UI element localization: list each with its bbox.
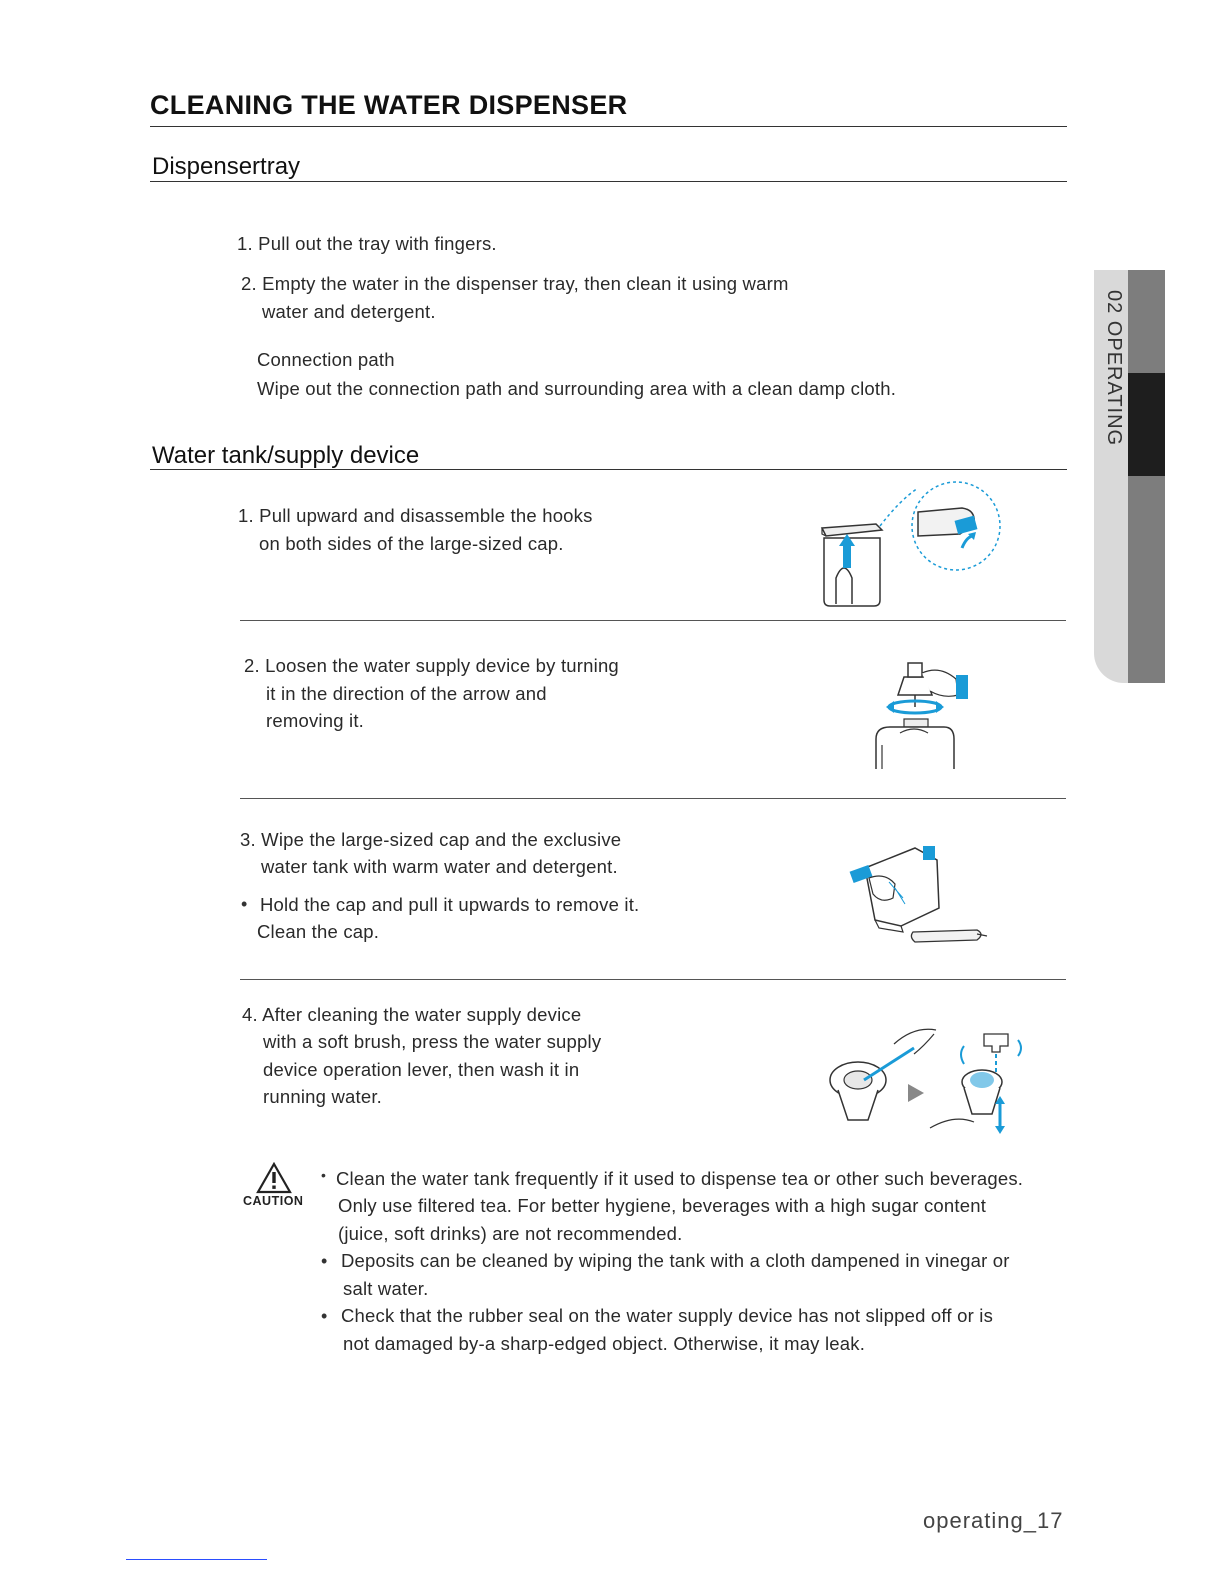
- section-heading-water-tank: Water tank/supply device: [152, 442, 420, 469]
- supply-device-removal-illustration: [860, 655, 980, 773]
- section-rule: [150, 469, 1067, 470]
- title-rule: [150, 126, 1067, 127]
- bullet-marker: •: [321, 1167, 326, 1183]
- section-rule: [150, 181, 1067, 182]
- caution-bullet-2-cont: salt water.: [343, 1278, 429, 1299]
- tank-step-3: 3. Wipe the large-sized cap and the exclusive: [240, 829, 622, 850]
- tank-step-2-cont2: removing it.: [266, 710, 365, 731]
- tray-step-2: 2. Empty the water in the dispenser tray, then clean it using warm: [241, 273, 789, 294]
- bullet-marker: •: [321, 1251, 328, 1271]
- tank-step-4: 4. After cleaning the water supply device: [242, 1004, 582, 1025]
- caution-bullet-3-cont: not damaged by-a sharp-edged object. Otherwise, it may leak.: [343, 1333, 866, 1354]
- caution-bullet-2: Deposits can be cleaned by wiping the tank with a cloth dampened in vinegar or: [341, 1250, 1010, 1271]
- tank-step-2: 2. Loosen the water supply device by turning: [244, 655, 619, 676]
- section-heading-dispenser-tray: Dispensertray: [152, 153, 301, 180]
- side-tab-segment: [1128, 270, 1165, 373]
- tank-step-3-bullet-cont: Clean the cap.: [257, 921, 380, 942]
- caution-label: CAUTION: [243, 1194, 304, 1208]
- tank-step-4-cont3: running water.: [263, 1086, 383, 1107]
- bottom-link-underline: [126, 1559, 267, 1560]
- connection-path-title: Connection path: [257, 349, 395, 370]
- tank-step-3-cont: water tank with warm water and detergent.: [261, 856, 618, 877]
- connection-path-text: Wipe out the connection path and surrounding area with a clean damp cloth.: [257, 378, 897, 399]
- caution-bullet-3: Check that the rubber seal on the water supply device has not slipped off or is: [341, 1305, 994, 1326]
- tank-step-1: 1. Pull upward and disassemble the hooks: [238, 505, 593, 526]
- tank-wiping-illustration: [845, 838, 995, 953]
- step-separator: [240, 979, 1066, 980]
- step-separator: [240, 798, 1066, 799]
- caution-bullet-1-cont2: (juice, soft drinks) are not recommended.: [338, 1223, 683, 1244]
- tank-step-3-bullet: Hold the cap and pull it upwards to remove it.: [260, 894, 640, 915]
- tray-step-2-cont: water and detergent.: [262, 301, 436, 322]
- tray-step-1: 1. Pull out the tray with fingers.: [237, 233, 497, 254]
- brush-and-rinse-illustration: [824, 1024, 1024, 1139]
- bullet-marker: •: [321, 1306, 328, 1326]
- tank-step-4-cont2: device operation lever, then wash it in: [263, 1059, 580, 1080]
- tank-step-1-cont: on both sides of the large-sized cap.: [259, 533, 564, 554]
- step-separator: [240, 620, 1066, 621]
- bullet-marker: •: [241, 894, 248, 914]
- tank-step-2-cont: it in the direction of the arrow and: [266, 683, 547, 704]
- side-tab-label: 02 OPERATING: [1103, 290, 1125, 447]
- side-tab-active-segment: [1128, 373, 1165, 476]
- tank-step-4-cont: with a soft brush, press the water supply: [263, 1031, 602, 1052]
- caution-icon: [256, 1162, 292, 1194]
- page-number-footer: operating_17: [923, 1508, 1064, 1533]
- side-tab-segment: [1128, 476, 1165, 683]
- caution-bullet-1: Clean the water tank frequently if it used to dispense tea or other such beverages.: [336, 1168, 1024, 1189]
- caution-bullet-1-cont: Only use filtered tea. For better hygiene, beverages with a high sugar content: [338, 1195, 987, 1216]
- page-title: CLEANING THE WATER DISPENSER: [150, 90, 628, 120]
- cap-removal-illustration: [810, 478, 1010, 610]
